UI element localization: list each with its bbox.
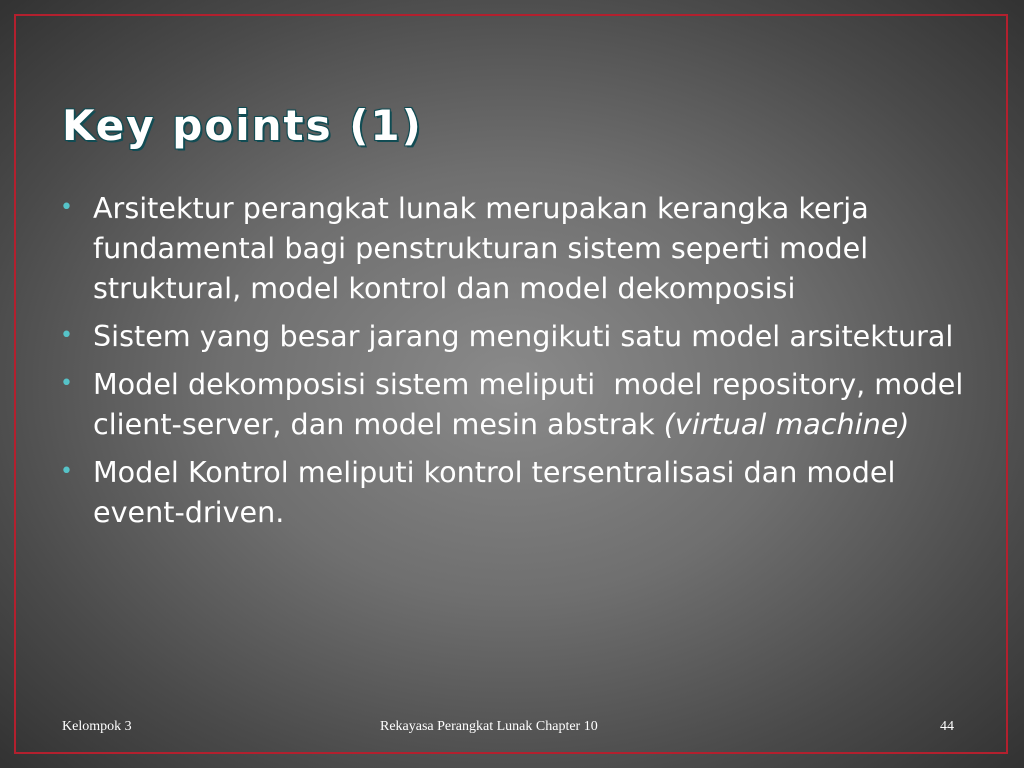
bullet-list bbox=[60, 188, 973, 540]
bullet-item bbox=[60, 316, 970, 356]
bullet-text: Sistem yang besar jarang mengikuti satu model arsitektural bbox=[93, 319, 954, 353]
bullet-marker-icon: • bbox=[60, 323, 73, 348]
bullet-marker-icon: • bbox=[60, 459, 73, 484]
bullet-text: Model Kontrol meliputi kontrol tersentralisasi dan model event-driven. bbox=[93, 455, 896, 529]
bullet-text: Model dekomposisi sistem meliputi model repository, model client-server, dan model mesin abstrak bbox=[93, 367, 973, 441]
bullet-text: Arsitektur perangkat lunak merupakan kerangka kerja fundamental bagi penstrukturan sistem seperti model struktural, model kontrol dan model dekomposisi bbox=[93, 191, 869, 305]
bullet-item bbox=[60, 364, 973, 444]
bullet-italic-text: (virtual machine) bbox=[663, 407, 910, 441]
footer-group-name: Kelompok 3 bbox=[62, 719, 132, 734]
slide-title: Key points (1) bbox=[62, 101, 423, 150]
bullet-item bbox=[60, 452, 970, 532]
slide-number: 44 bbox=[940, 719, 954, 734]
bullet-marker-icon: • bbox=[60, 195, 73, 220]
bullet-item bbox=[60, 188, 970, 308]
footer-course-title: Rekayasa Perangkat Lunak Chapter 10 bbox=[380, 719, 598, 734]
bullet-marker-icon: • bbox=[60, 371, 73, 396]
